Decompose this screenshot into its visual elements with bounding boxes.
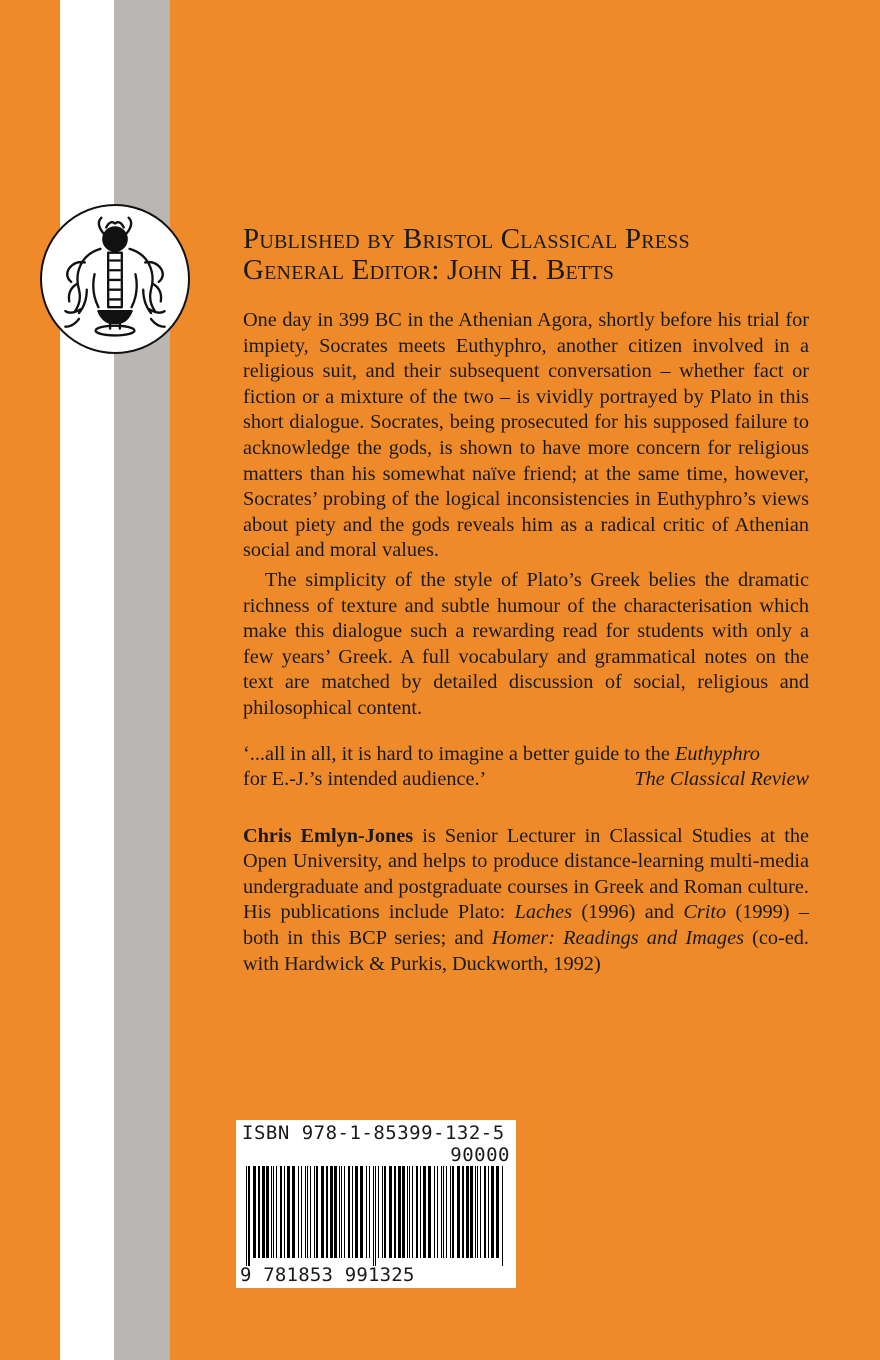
barcode-bar — [423, 1166, 426, 1258]
barcode-bar — [475, 1166, 476, 1258]
publisher-line: Published by Bristol Classical Press — [243, 223, 690, 255]
barcode-bar — [287, 1166, 290, 1258]
barcode-bar — [407, 1166, 408, 1258]
barcode-bar — [310, 1166, 311, 1258]
barcode-bar — [389, 1166, 392, 1258]
barcode-bar — [441, 1166, 442, 1258]
general-editor-line: General Editor: John H. Betts — [243, 254, 615, 286]
barcode-bar — [348, 1166, 350, 1258]
barcode-bar — [462, 1166, 464, 1258]
back-cover-text — [243, 224, 809, 977]
barcode-bar — [262, 1166, 265, 1258]
author-bio — [243, 824, 809, 978]
barcode-bar — [276, 1166, 277, 1258]
barcode-bar — [452, 1166, 454, 1258]
barcode-bar — [446, 1166, 447, 1258]
barcode-bar — [248, 1166, 250, 1266]
barcode-bar — [373, 1166, 374, 1266]
barcode-bar — [443, 1166, 444, 1258]
barcode-bar — [321, 1166, 324, 1258]
work-title: Laches — [514, 901, 573, 924]
bio-text: is Senior Lecturer in Classical Studies at the Open University, and helps to produce distance-learning multi-media undergraduate and postgraduate courses in Greek and Roman culture. His publications include Plato: — [243, 824, 809, 924]
barcode-bar — [246, 1166, 247, 1266]
description-paragraph-2: The simplicity of the style of Plato’s Greek belies the dramatic richness of texture and subtle humour of the characterisation which make this dialogue such a rewarding read for students with only a few years’ Greek. A full vocabulary and grammatical notes on the text are matched by detailed discussion of social, religious and philosophical content. — [243, 568, 809, 719]
description-text: in the Athenian Agora, shortly before his trial for impiety, Socrates meets Euthyphro, another citizen involved in a religious suit, and their subsequent conversation – whether fact or fiction or a mixture of the two – is vividly portrayed by Plato in this short dialogue. Socrates, being prosecuted for his supposed failure to acknowledge the gods, is shown to have more concern for religious matters than his somewhat naïve friend; at the same time, however, Socrates’ probing of the logical inconsistencies in Euthyphro’s views about piety and the gods reveals him as a radical critic of Athenian social and moral values. — [243, 309, 809, 562]
isbn-barcode — [236, 1120, 516, 1288]
barcode-bar — [477, 1166, 478, 1258]
description-text: One day in 399 — [243, 309, 375, 331]
barcode-bar — [466, 1166, 469, 1258]
barcode-bar — [273, 1166, 274, 1258]
barcode-bar — [502, 1166, 503, 1266]
barcode-bar — [416, 1166, 418, 1258]
barcode-bar — [352, 1166, 353, 1258]
barcode-bar — [366, 1166, 367, 1258]
description-paragraph-1 — [243, 308, 809, 564]
barcode-bar — [384, 1166, 386, 1258]
barcode-bar — [341, 1166, 342, 1258]
barcode-bar — [266, 1166, 269, 1258]
bio-text: (1996) and — [572, 901, 684, 924]
barcode-bar — [496, 1166, 499, 1258]
quote-text: ‘...all in all, it is hard to imagine a better guide to the — [243, 742, 675, 765]
review-quote — [243, 742, 809, 793]
quote-line-1 — [243, 742, 809, 768]
quote-text: for E.-J.’s intended audience.’ — [243, 768, 487, 791]
barcode-bar — [491, 1166, 494, 1258]
quote-line-2 — [243, 767, 809, 793]
barcode-bar — [382, 1166, 383, 1258]
barcode-bar — [369, 1166, 370, 1258]
barcode-bar — [394, 1166, 396, 1258]
barcode-bar — [409, 1166, 410, 1258]
barcode-bar — [480, 1166, 481, 1258]
work-title: Crito — [683, 901, 727, 924]
barcode-bar — [298, 1166, 299, 1258]
barcode-bar — [457, 1166, 460, 1258]
bio-text: (co-ed. with Hardwick & Purkis, Duckworth, 1992) — [243, 927, 810, 975]
barcode-bar — [484, 1166, 486, 1258]
barcode-bar — [402, 1166, 405, 1258]
quote-book-title: Euthyphro — [675, 742, 760, 765]
barcode-bar — [375, 1166, 376, 1266]
barcode-bar — [398, 1166, 401, 1258]
barcode-bar — [420, 1166, 421, 1258]
barcode-bar — [292, 1166, 295, 1258]
barcode-bar — [271, 1166, 272, 1258]
barcode-bar — [284, 1166, 285, 1258]
author-name: Chris Emlyn-Jones — [243, 824, 414, 847]
publisher-logo-icon — [40, 204, 190, 354]
barcode-bar — [428, 1166, 431, 1258]
barcode-bar — [412, 1166, 413, 1258]
barcode-bar — [450, 1166, 451, 1258]
bio-text: (1999) – both in this BCP series; and — [243, 901, 809, 950]
barcode-bars — [246, 1166, 508, 1266]
barcode-bar — [355, 1166, 358, 1258]
barcode-bar — [344, 1166, 345, 1258]
era-abbreviation: BC — [374, 309, 402, 331]
barcode-bar — [326, 1166, 328, 1258]
barcode-bar — [330, 1166, 333, 1258]
barcode-bar — [339, 1166, 340, 1258]
barcode-bar — [280, 1166, 282, 1258]
barcode-bar — [334, 1166, 337, 1258]
barcode-bar — [258, 1166, 260, 1258]
barcode-bar — [434, 1166, 435, 1258]
barcode-bar — [305, 1166, 306, 1258]
work-title: Homer: Readings and Images — [491, 927, 744, 950]
barcode-bar — [488, 1166, 489, 1258]
isbn-number: ISBN 978-1-85399-132-5 — [242, 1122, 505, 1144]
barcode-bar — [307, 1166, 308, 1258]
barcode-bar — [301, 1166, 302, 1258]
barcode-bar — [253, 1166, 256, 1258]
barcode-bar — [470, 1166, 473, 1258]
barcode-bar — [378, 1166, 379, 1258]
ean-number: 9 781853 991325 — [240, 1264, 415, 1286]
barcode-bar — [437, 1166, 438, 1258]
quote-source: The Classical Review — [634, 768, 809, 791]
publisher-info — [243, 224, 809, 286]
barcode-bar — [314, 1166, 315, 1258]
barcode-bar — [316, 1166, 318, 1258]
barcode-bar — [360, 1166, 363, 1258]
price-code: 90000 — [450, 1144, 510, 1166]
